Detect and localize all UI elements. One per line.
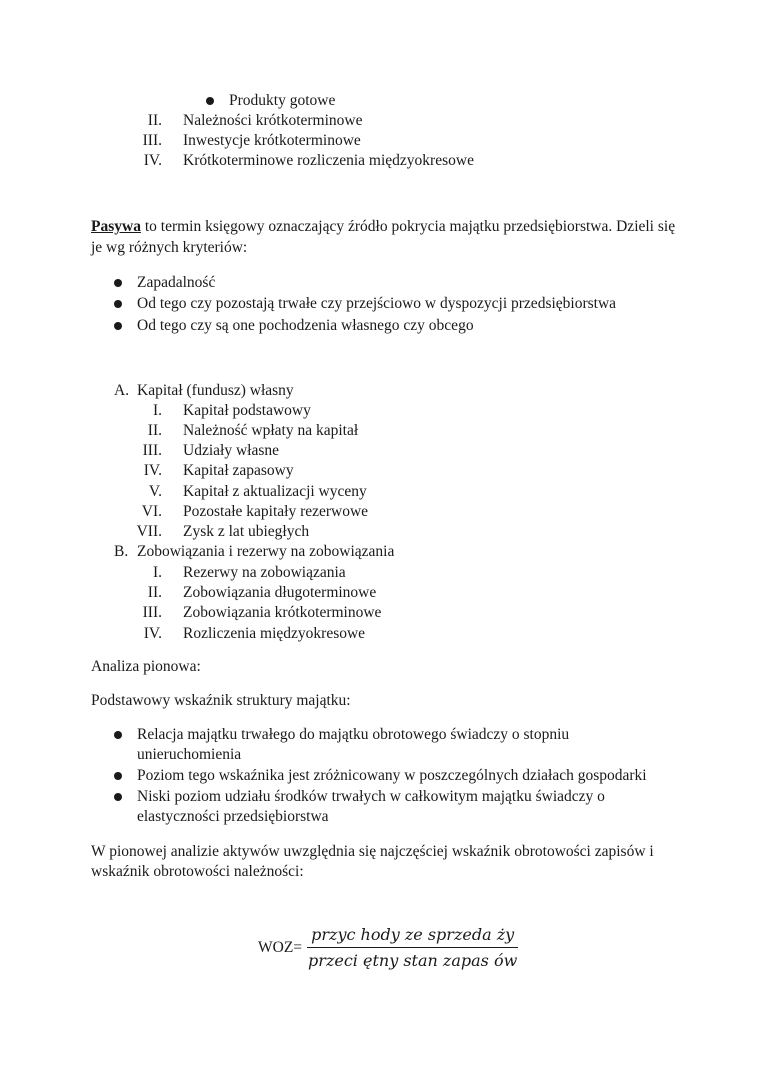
analysis-subheading: Podstawowy wskaźnik struktury majątku: (91, 692, 351, 709)
list-item: Zobowiązania krótkoterminowe (183, 604, 382, 621)
roman-numeral: III. (142, 132, 162, 149)
list-item: Relacja majątku trwałego do majątku obrotowego świadczy o stopniu (137, 726, 570, 743)
list-item: Zobowiązania długoterminowe (183, 584, 377, 601)
list-item-continuation: unieruchomienia (137, 746, 242, 763)
formula-denominator: przeci ętny stan zapas ów (308, 951, 518, 970)
section-label-a: A. (114, 382, 130, 399)
roman-numeral: I. (152, 564, 162, 581)
roman-numeral: III. (142, 604, 162, 621)
pasywa-paragraph-line1 (91, 217, 675, 237)
list-item: Rezerwy na zobowiązania (183, 564, 346, 581)
list-item: Niski poziom udziału środków trwałych w całkowitym majątku świadczy o (137, 788, 605, 805)
analysis-heading: Analiza pionowa: (91, 658, 201, 675)
analysis-paragraph-line2: wskaźnik obrotowości należności: (91, 863, 304, 880)
pasywa-term: Pasywa (91, 218, 141, 235)
formula-fraction (304, 925, 521, 970)
roman-numeral: II. (147, 584, 162, 601)
analysis-paragraph-line1: W pionowej analizie aktywów uwzględnia się najczęściej wskaźnik obrotowości zapisów i (91, 843, 654, 860)
roman-numeral: VI. (141, 503, 162, 520)
pasywa-definition: to termin księgowy oznaczający źródło pokrycia majątku przedsiębiorstwa. Dzieli się (140, 218, 676, 235)
bullet-icon (114, 731, 122, 739)
roman-numeral: I. (152, 402, 162, 419)
list-item: Od tego czy pozostają trwałe czy przejściowo w dyspozycji przedsiębiorstwa (137, 295, 617, 312)
list-item: Poziom tego wskaźnika jest zróżnicowany w poszczególnych działach gospodarki (137, 767, 647, 784)
list-item: Zysk z lat ubiegłych (183, 523, 310, 540)
section-title-b: Zobowiązania i rezerwy na zobowiązania (137, 543, 395, 560)
section-label-b: B. (114, 543, 129, 560)
bullet-icon (114, 322, 122, 330)
roman-numeral: III. (142, 442, 162, 459)
list-item-continuation: elastyczności przedsiębiorstwa (137, 808, 329, 825)
woz-formula (258, 925, 521, 970)
pasywa-paragraph-line2: je wg różnych kryteriów: (91, 239, 248, 256)
roman-numeral: VII. (136, 523, 162, 540)
list-item: Kapitał zapasowy (183, 462, 294, 479)
list-item: Należność wpłaty na kapitał (183, 422, 359, 439)
list-item-produkty: Produkty gotowe (229, 92, 336, 109)
list-item: Kapitał podstawowy (183, 402, 311, 419)
list-item: Rozliczenia międzyokresowe (183, 625, 366, 642)
formula-label: WOZ= (258, 938, 303, 956)
list-item: Kapitał z aktualizacji wyceny (183, 483, 367, 500)
bullet-icon (114, 772, 122, 780)
list-item: Od tego czy są one pochodzenia własnego czy obcego (137, 317, 474, 334)
list-item: Zapadalność (137, 274, 216, 291)
list-item: Udziały własne (183, 442, 279, 459)
roman-numeral: IV. (143, 625, 162, 642)
bullet-icon (114, 279, 122, 287)
roman-numeral: II. (147, 422, 162, 439)
bullet-icon (114, 300, 122, 308)
bullet-icon (114, 793, 122, 801)
formula-numerator: przyc hody ze sprzeda ży (307, 925, 518, 948)
list-item: Pozostałe kapitały rezerwowe (183, 503, 369, 520)
roman-numeral: V. (148, 483, 162, 500)
bullet-icon (206, 97, 214, 105)
section-title-a: Kapitał (fundusz) własny (137, 382, 294, 399)
list-item: Inwestycje krótkoterminowe (183, 132, 361, 149)
roman-numeral: IV. (143, 462, 162, 479)
list-item: Krótkoterminowe rozliczenia międzyokresowe (183, 152, 474, 169)
roman-numeral: II. (147, 112, 162, 129)
list-item: Należności krótkoterminowe (183, 112, 363, 129)
roman-numeral: IV. (143, 152, 162, 169)
